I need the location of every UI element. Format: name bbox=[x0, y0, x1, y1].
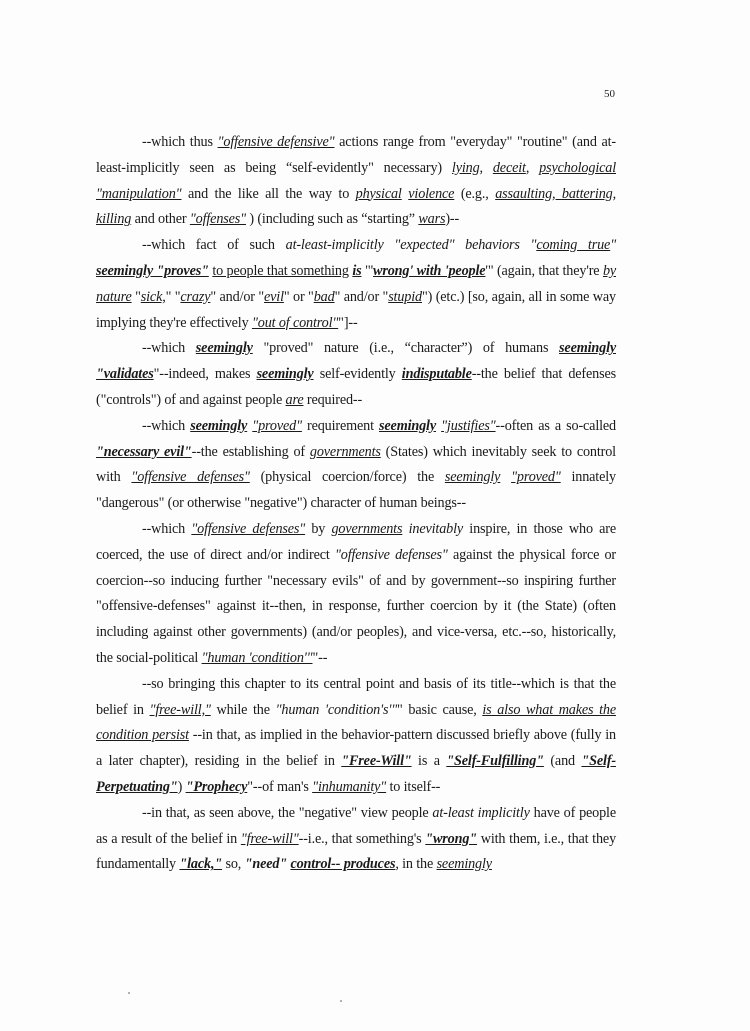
text-run: , bbox=[479, 159, 493, 176]
text-run: "proved" nature (i.e., “character”) of humans bbox=[252, 340, 560, 357]
emphasized-phrase: stupid bbox=[388, 288, 422, 305]
text-run: --often as a so-called bbox=[495, 417, 616, 434]
text-run: --i.e., that something's bbox=[298, 830, 426, 847]
text-run: --which bbox=[142, 417, 191, 434]
text-run: --which thus bbox=[142, 134, 218, 150]
text-run: " and/or " bbox=[210, 288, 265, 305]
body-text bbox=[96, 130, 616, 878]
text-run: by bbox=[305, 520, 332, 537]
text-run: ) (including such as “starting” bbox=[245, 211, 419, 228]
text-run: "' bbox=[361, 262, 374, 279]
text-run: --the belief that defenses ("controls") of and against people bbox=[96, 366, 616, 408]
text-run: " " bbox=[165, 288, 181, 305]
text-run: (physical coercion/force) the bbox=[249, 469, 445, 486]
text-run: '" (again, that they're bbox=[485, 262, 603, 279]
emphasized-phrase: "proved" bbox=[252, 417, 302, 434]
text-run: with them, i.e., that they fundamentally bbox=[96, 830, 617, 873]
emphasized-phrase: coming true bbox=[536, 237, 611, 254]
emphasized-phrase: sick, bbox=[140, 288, 166, 305]
emphasized-phrase: bad bbox=[313, 288, 335, 305]
text-run: " bbox=[610, 237, 616, 254]
text-run: --in that, as implied in the behavior-pattern discussed briefly above (fully in a later chapter), residing in the belief in bbox=[96, 727, 616, 770]
paragraph-governments bbox=[96, 517, 616, 672]
emphasized-phrase: seemingly "proves" bbox=[96, 262, 209, 279]
emphasized-phrase: "free-will," bbox=[149, 701, 211, 718]
emphasized-phrase: "lack," bbox=[179, 856, 223, 873]
text-run: self-evidently bbox=[313, 366, 402, 383]
text-run: , in the bbox=[395, 856, 437, 873]
paragraph-central-point bbox=[96, 672, 616, 801]
emphasized-phrase: seemingly bbox=[436, 856, 492, 873]
emphasized-phrase: deceit bbox=[492, 159, 526, 176]
paragraph-seemingly-validates bbox=[96, 336, 616, 413]
emphasized-phrase: crazy bbox=[180, 288, 211, 305]
emphasized-phrase: "offensive defensive" bbox=[217, 134, 335, 150]
emphasized-phrase: "necessary evil" bbox=[96, 443, 192, 460]
emphasized-phrase: is also what makes the condition persist bbox=[96, 701, 616, 744]
scan-speck bbox=[340, 1000, 342, 1002]
text-run: ) bbox=[177, 778, 186, 795]
scan-speck bbox=[128, 992, 130, 994]
emphasized-phrase: seemingly bbox=[379, 417, 436, 434]
text-run: "-- bbox=[312, 649, 328, 666]
emphasized-phrase: "justifies" bbox=[441, 417, 496, 434]
emphasized-phrase: "Self-Perpetuating" bbox=[96, 753, 616, 795]
text-run: --in that, as seen above, the "negative" view people bbox=[142, 804, 433, 821]
emphasized-phrase: "wrong" bbox=[425, 830, 478, 847]
emphasized-phrase: "human 'condition'" bbox=[201, 649, 313, 666]
text-run: inspire, in those who are coerced, the use of direct and/or indirect bbox=[96, 520, 616, 563]
paragraph-negative-view bbox=[96, 801, 616, 878]
text-run: required-- bbox=[303, 391, 363, 408]
text-run: --which fact of such bbox=[142, 237, 286, 254]
emphasized-phrase: "offenses" bbox=[189, 211, 246, 228]
paragraph-coming-true bbox=[96, 233, 616, 336]
text-run: while the bbox=[210, 701, 276, 718]
text-run: innately "dangerous" (or otherwise "negative") character of human beings-- bbox=[96, 469, 616, 512]
emphasized-phrase: "inhumanity" bbox=[312, 778, 387, 795]
emphasized-phrase: "Prophecy bbox=[185, 778, 248, 795]
text-run: " or " bbox=[283, 288, 314, 305]
text-run: , bbox=[525, 159, 540, 176]
emphasized-phrase: seemingly bbox=[256, 366, 314, 383]
text-run: (e.g., bbox=[454, 185, 496, 202]
emphasized-phrase: governments bbox=[309, 443, 381, 460]
emphasized-phrase: "proved" bbox=[511, 469, 561, 486]
emphasized-phrase: seemingly "validates bbox=[96, 340, 617, 383]
text-run: against the physical force or coercion--so inducing further "necessary evils" of and by government--so inspiring further "offensive-defenses" against it--then, in response, further coercion by it (the State) (often including against other governments) (and/or peoples), and vice-versa, etc.--so, historically, the social-political bbox=[96, 546, 616, 666]
emphasized-phrase: to people that something bbox=[212, 262, 349, 279]
text-run: ") (etc.) [so, again, all in some way implying they're effectively bbox=[96, 288, 616, 331]
text-run: --the establishing of bbox=[191, 443, 310, 460]
text-run: " bbox=[131, 288, 141, 305]
emphasized-phrase: by nature bbox=[96, 262, 617, 305]
paragraph-offensive-defensive bbox=[96, 130, 616, 233]
emphasized-phrase: "free-will" bbox=[240, 830, 299, 847]
emphasized-phrase: "Free-Will" bbox=[341, 753, 412, 770]
emphasized-phrase: evil bbox=[264, 288, 284, 305]
emphasized-phrase: seemingly bbox=[190, 417, 248, 434]
text-run: " basic cause, bbox=[397, 701, 483, 718]
text-run: so, bbox=[222, 856, 245, 873]
emphasized-phrase: "out of control" bbox=[251, 314, 339, 331]
text-run: and other bbox=[131, 211, 190, 228]
emphasized-phrase: "offensive defenses" bbox=[191, 520, 306, 537]
text-run: "--indeed, makes bbox=[153, 366, 257, 383]
emphasized-phrase: "Self-Fulfilling" bbox=[446, 753, 544, 770]
text-run: actions range from "everyday" "routine" (and at-least-implicitly seen as being “self-evidently" necessary) bbox=[96, 134, 616, 176]
text-run: "human 'condition's'" bbox=[275, 701, 398, 718]
text-run: --so bringing this chapter to its central point and basis of its title--which is that the belief in bbox=[96, 675, 616, 718]
text-run: is a bbox=[411, 753, 447, 770]
text-run bbox=[500, 469, 511, 485]
text-run: have of people as a result of the belief in bbox=[96, 804, 616, 847]
emphasized-phrase: seemingly bbox=[444, 469, 501, 486]
paragraph-necessary-evil bbox=[96, 414, 616, 517]
text-run: to itself-- bbox=[386, 778, 441, 795]
emphasized-phrase: assaulting, battering, killing bbox=[96, 185, 616, 228]
emphasized-phrase: violence bbox=[408, 185, 455, 202]
text-run: "offensive defenses" bbox=[334, 546, 448, 563]
emphasized-phrase: governments bbox=[331, 520, 403, 537]
emphasized-phrase: physical bbox=[355, 185, 402, 202]
text-run: at-least implicitly bbox=[432, 804, 530, 821]
emphasized-phrase: wrong' with 'people bbox=[373, 262, 486, 279]
text-run: at-least-implicitly "expected" behaviors " bbox=[285, 237, 537, 254]
page-number: 50 bbox=[604, 88, 615, 100]
text-run: "]-- bbox=[338, 314, 358, 331]
text-run: "--of man's bbox=[247, 778, 313, 795]
text-run: requirement bbox=[301, 417, 380, 434]
emphasized-phrase: "offensive defenses" bbox=[131, 469, 250, 486]
emphasized-phrase: is bbox=[352, 262, 362, 279]
emphasized-phrase: psychological "manipulation" bbox=[96, 159, 616, 202]
text-run: --which bbox=[142, 520, 192, 537]
text-run: (and bbox=[543, 753, 582, 770]
text-run: (States) which inevitably seek to control with bbox=[96, 443, 616, 486]
emphasized-phrase: seemingly bbox=[195, 340, 253, 357]
text-run: --which bbox=[142, 340, 196, 357]
emphasized-phrase: "need" bbox=[244, 856, 288, 873]
emphasized-phrase: wars bbox=[418, 211, 446, 228]
emphasized-phrase: indisputable bbox=[401, 366, 472, 383]
text-run: )-- bbox=[445, 211, 460, 228]
text-run: " and/or " bbox=[334, 288, 389, 305]
text-run: inevitably bbox=[408, 520, 464, 537]
emphasized-phrase: control-- produces bbox=[290, 856, 396, 873]
text-run: and the like all the way to bbox=[181, 185, 356, 202]
emphasized-phrase: lying bbox=[451, 159, 480, 176]
emphasized-phrase: are bbox=[285, 391, 304, 408]
